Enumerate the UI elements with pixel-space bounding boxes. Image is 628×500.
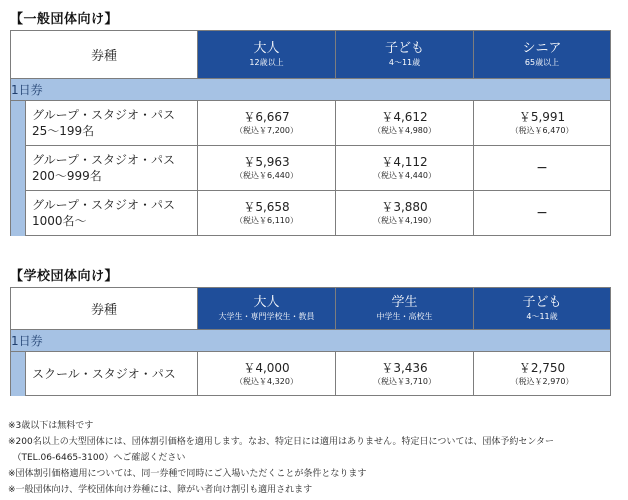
price: ￥3,880 (381, 200, 428, 214)
ticket-name: スクール・スタジオ・パス (32, 366, 176, 381)
price-cell (336, 146, 474, 191)
footnote: （TEL.06-6465-3100）へご確認ください (8, 453, 186, 463)
price: ￥4,000 (243, 360, 290, 375)
ticket-type-header: 券種 (11, 31, 198, 79)
column-header-main: 大人 (253, 294, 280, 310)
price-tax-included: （税込￥4,190） (373, 216, 436, 225)
price-cell (474, 101, 611, 146)
column-header-senior (474, 31, 611, 79)
table-row (11, 191, 611, 236)
price-tax-included: （税込￥2,970） (510, 376, 574, 386)
price-tax-included: （税込￥6,470） (510, 126, 574, 135)
ticket-name-cell (26, 352, 198, 396)
ticket-name-cell (26, 146, 198, 191)
column-header-student (336, 288, 474, 330)
general-group-fee-table (10, 30, 611, 236)
price: ￥2,750 (518, 360, 566, 375)
footnote: ※団体割引価格適用については、同一券種で同時にご入場いただくことが条件となります (8, 469, 367, 479)
table-row (11, 101, 611, 146)
column-header-main: 子ども (522, 294, 562, 310)
column-header-main: 子ども (385, 40, 425, 56)
table-header-row (11, 288, 611, 330)
price-cell (336, 352, 474, 396)
column-header-sub: 大学生・専門学校生・教員 (218, 311, 315, 321)
column-header-child (474, 288, 611, 330)
price-cell (198, 146, 336, 191)
ticket-group-size: 200〜999名 (32, 169, 102, 183)
ticket-name: グループ・スタジオ・パス (32, 198, 176, 212)
ticket-type-header: 券種 (11, 288, 198, 330)
price: ￥5,658 (243, 200, 290, 214)
price-tax-included: （税込￥6,440） (235, 171, 298, 180)
column-header-child (336, 31, 474, 79)
ticket-group-size: 25〜199名 (32, 124, 95, 138)
column-header-main: 学生 (391, 294, 418, 310)
price-cell (474, 146, 611, 191)
column-header-adult (198, 31, 336, 79)
ticket-name-cell (26, 101, 198, 146)
category-indent (11, 101, 26, 236)
column-header-main: 大人 (253, 40, 280, 56)
table-row (11, 352, 611, 396)
price: ￥4,112 (381, 155, 428, 169)
ticket-name: グループ・スタジオ・パス (32, 153, 176, 167)
section-title-general: 【一般団体向け】 (10, 12, 119, 27)
price: ￥5,963 (243, 155, 290, 169)
category-row (11, 79, 611, 101)
section-title-school: 【学校団体向け】 (10, 269, 119, 284)
price-tax-included: （税込￥6,110） (235, 216, 298, 225)
column-header-sub: 12歳以上 (249, 57, 284, 67)
table-row (11, 146, 611, 191)
table-header-row (11, 31, 611, 79)
price: ￥6,667 (243, 110, 290, 124)
price: ￥4,612 (381, 110, 428, 124)
category-indent (11, 352, 26, 396)
not-applicable-dash: − (536, 205, 548, 221)
column-header-sub: 4〜11歳 (388, 57, 421, 67)
column-header-sub: 65歳以上 (524, 57, 560, 67)
category-label: 1日券 (11, 79, 611, 101)
footnotes (8, 418, 620, 498)
price-tax-included: （税込￥3,710） (373, 376, 436, 386)
footnote: ※3歳以下は無料です (8, 421, 94, 431)
price-cell (336, 101, 474, 146)
price-cell (474, 191, 611, 236)
column-header-sub: 4〜11歳 (526, 311, 558, 321)
ticket-name: グループ・スタジオ・パス (32, 108, 176, 122)
price-cell (198, 101, 336, 146)
footnote: ※200名以上の大型団体には、団体割引価格を適用します。なお、特定日には適用はありません。特定日については、団体予約センター (8, 437, 555, 447)
price-tax-included: （税込￥4,320） (235, 376, 298, 386)
column-header-adult (198, 288, 336, 330)
price-tax-included: （税込￥4,980） (373, 126, 436, 135)
price-cell (198, 191, 336, 236)
column-header-sub: 中学生・高校生 (376, 311, 433, 321)
price: ￥3,436 (381, 360, 428, 375)
ticket-group-size: 1000名〜 (32, 214, 87, 228)
not-applicable-dash: − (536, 160, 548, 176)
ticket-name-cell (26, 191, 198, 236)
category-label: 1日券 (11, 330, 611, 352)
price-tax-included: （税込￥4,440） (373, 171, 436, 180)
price-cell (474, 352, 611, 396)
school-group-fee-table (10, 287, 611, 396)
price-tax-included: （税込￥7,200） (235, 126, 298, 135)
price-cell (198, 352, 336, 396)
footnote: ※一般団体向け、学校団体向け券種には、障がい者向け割引も適用されます (8, 485, 313, 495)
column-header-main: シニア (522, 40, 562, 56)
price-cell (336, 191, 474, 236)
category-row (11, 330, 611, 352)
price: ￥5,991 (518, 110, 566, 124)
